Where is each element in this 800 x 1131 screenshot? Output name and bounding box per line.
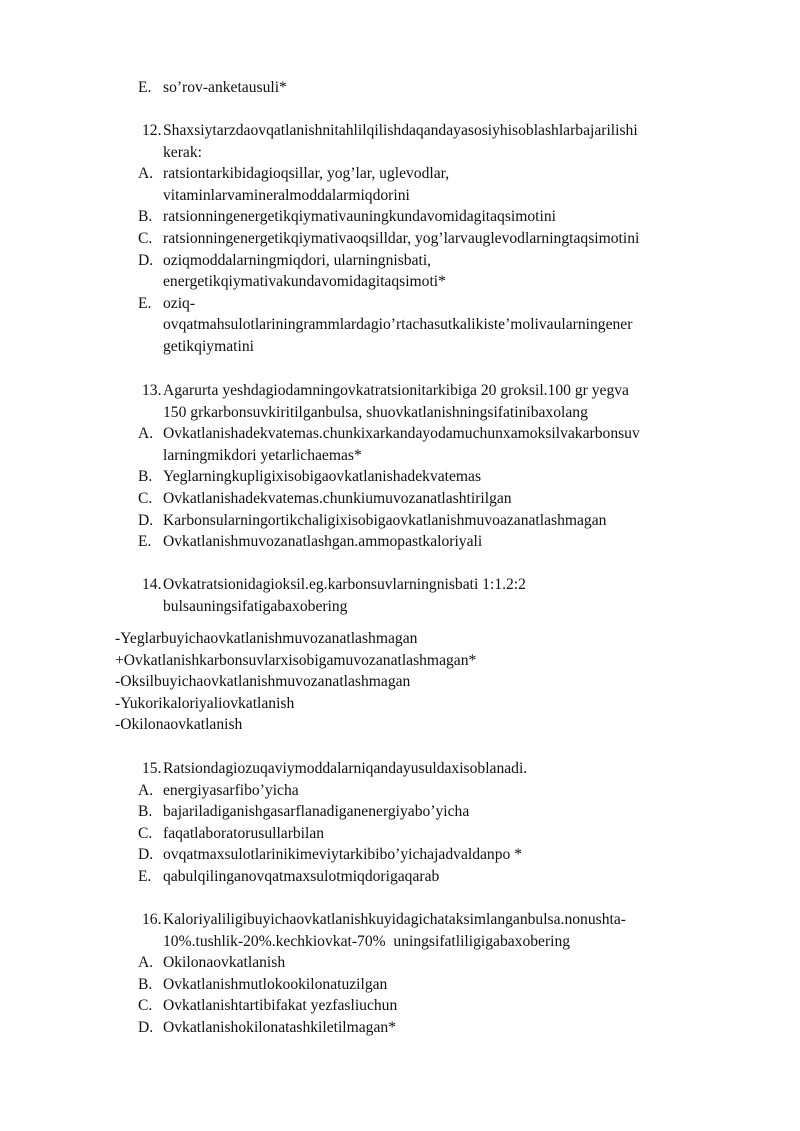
question-number: 15. xyxy=(142,760,162,777)
question-text-line: Ovkatratsionidagioksil.eg.karbonsuvlarningnisbati 1:1.2:2 xyxy=(163,576,526,593)
option-text: energiyasarfibo’yicha xyxy=(163,781,299,799)
question-number: 16. xyxy=(142,911,162,928)
option-b xyxy=(0,206,800,228)
option-text: ovqatmaxsulotlarinikimeviytarkibibo’yichajadvaldanpo * xyxy=(163,846,522,864)
option-d xyxy=(0,844,800,866)
question-text-line: 150 grkarbonsuvkiritilganbulsa, shuovkatlanishningsifatinibaxolang xyxy=(163,403,588,421)
question-text-line: Agarurta yeshdagiodamningovkatratsionitarkibiga 20 groksil.100 gr yegva xyxy=(163,382,629,399)
question-text-line: Ratsiondagiozuqaviymoddalarniqandayusuldaxisoblanadi. xyxy=(163,760,528,777)
option-letter: D. xyxy=(138,251,154,269)
option-letter: C. xyxy=(138,824,153,842)
question-16 xyxy=(0,909,800,1039)
question-text-line: kerak: xyxy=(163,143,202,161)
question-number: 12. xyxy=(142,122,162,139)
option-a xyxy=(0,163,800,185)
option-letter: B. xyxy=(138,208,153,226)
option-text-cont: ovqatmahsulotlariningrammlardagio’rtachasutkalikiste’molivaularningener xyxy=(163,316,633,334)
option-text-cont: getikqiymatini xyxy=(163,337,254,355)
option-letter: D. xyxy=(138,511,154,529)
option-letter: E. xyxy=(138,867,152,885)
option-text: Ovkatlanishtartibifakat yezfasliuchun xyxy=(163,997,398,1015)
option-text: Yeglarningkupligixisobigaovkatlanishadekvatemas xyxy=(163,468,482,486)
option-letter: A. xyxy=(138,781,154,799)
option-text-cont: larningmikdori yetarlichaemas* xyxy=(163,446,362,464)
option-text: ratsiontarkibidagioqsillar, yog’lar, uglevodlar, xyxy=(163,165,450,183)
option-b xyxy=(0,974,800,996)
top-option xyxy=(0,77,800,99)
option-b xyxy=(0,801,800,823)
option-d xyxy=(0,250,800,272)
option-text: faqatlaboratorusullarbilan xyxy=(163,824,325,842)
question-15 xyxy=(0,758,800,888)
answer-line: -Oksilbuyichaovkatlanishmuvozanatlashmagan xyxy=(115,673,411,691)
option-c xyxy=(0,488,800,510)
option-text: Ovkatlanishadekvatemas.chunkiumuvozanatlashtirilgan xyxy=(163,489,512,507)
option-b xyxy=(0,466,800,488)
option-e xyxy=(0,293,800,315)
option-text: oziq- xyxy=(163,294,196,312)
option-letter: E. xyxy=(138,533,152,551)
question-text-line: Shaxsiytarzdaovqatlanishnitahlilqilishdaqandayasosiyhisoblashlarbajarilishi xyxy=(163,122,638,139)
question-number: 13. xyxy=(142,382,162,399)
option-text-cont: energetikqiymativakundavomidagitaqsimoti* xyxy=(163,273,446,291)
option-text: qabulqilinganovqatmaxsulotmiqdorigaqarab xyxy=(163,867,440,885)
option-c xyxy=(0,823,800,845)
option-letter: E. xyxy=(138,79,152,96)
option-letter: B. xyxy=(138,803,153,821)
option-letter: A. xyxy=(138,165,154,183)
option-text: Ovkatlanishokilonatashkiletilmagan* xyxy=(163,1018,396,1036)
option-letter: A. xyxy=(138,954,154,972)
option-letter: C. xyxy=(138,489,153,507)
option-c xyxy=(0,228,800,250)
question-text-line: 10%.tushlik-20%.kechkiovkat-70% uningsifatliligigabaxobering xyxy=(163,932,571,950)
option-e xyxy=(0,866,800,888)
question-13 xyxy=(0,380,800,553)
option-a xyxy=(0,423,800,445)
option-text: Ovkatlanishmuvozanatlashgan.ammopastkaloriyali xyxy=(163,533,483,551)
option-letter: D. xyxy=(138,846,154,864)
option-text: Okilonaovkatlanish xyxy=(163,954,286,972)
option-text: Karbonsularningortikchaligixisobigaovkatlanishmuvoazanatlashmagan xyxy=(163,511,607,529)
option-letter: B. xyxy=(138,468,153,486)
option-text: Ovkatlanishmutlokookilonatuzilgan xyxy=(163,975,388,993)
option-letter: A. xyxy=(138,425,154,443)
question-14 xyxy=(0,574,800,617)
option-text: Ovkatlanishadekvatemas.chunkixarkandayodamuchunxamoksilvakarbonsuv xyxy=(163,425,640,443)
question-text-line: bulsauningsifatigabaxobering xyxy=(163,597,348,615)
option-letter: C. xyxy=(138,229,153,247)
option-d xyxy=(0,510,800,532)
option-letter: D. xyxy=(138,1018,154,1036)
option-text: so’rov-anketausuli* xyxy=(163,79,287,96)
option-a xyxy=(0,952,800,974)
option-a xyxy=(0,780,800,802)
option-letter: C. xyxy=(138,997,153,1015)
option-text: ratsionningenergetikqiymativauningkundavomidagitaqsimotini xyxy=(163,208,556,226)
option-text: ratsionningenergetikqiymativaoqsilldar, yog’larvauglevodlarningtaqsimotini xyxy=(163,229,640,247)
option-text-cont: vitaminlarvamineralmoddalarmiqdorini xyxy=(163,186,410,204)
question-number: 14. xyxy=(142,576,162,593)
option-letter: E. xyxy=(138,294,152,312)
answer-line: -Okilonaovkatlanish xyxy=(115,716,243,734)
option-text: bajariladiganishgasarflanadiganenergiyabo’yicha xyxy=(163,803,470,821)
option-e xyxy=(0,531,800,553)
option-c xyxy=(0,995,800,1017)
option-letter: B. xyxy=(138,975,153,993)
answer-line: -Yukorikaloriyaliovkatlanish xyxy=(115,694,295,712)
option-text: oziqmoddalarningmiqdori, ularningnisbati, xyxy=(163,251,432,269)
question-14-answers xyxy=(0,628,800,736)
option-d xyxy=(0,1017,800,1039)
question-text-line: Kaloriyaliligibuyichaovkatlanishkuyidagichataksimlanganbulsa.nonushta- xyxy=(163,911,626,928)
answer-line-correct: +Ovkatlanishkarbonsuvlarxisobigamuvozanatlashmagan* xyxy=(115,651,477,669)
question-12 xyxy=(0,120,800,358)
answer-line: -Yeglarbuyichaovkatlanishmuvozanatlashmagan xyxy=(115,630,418,647)
